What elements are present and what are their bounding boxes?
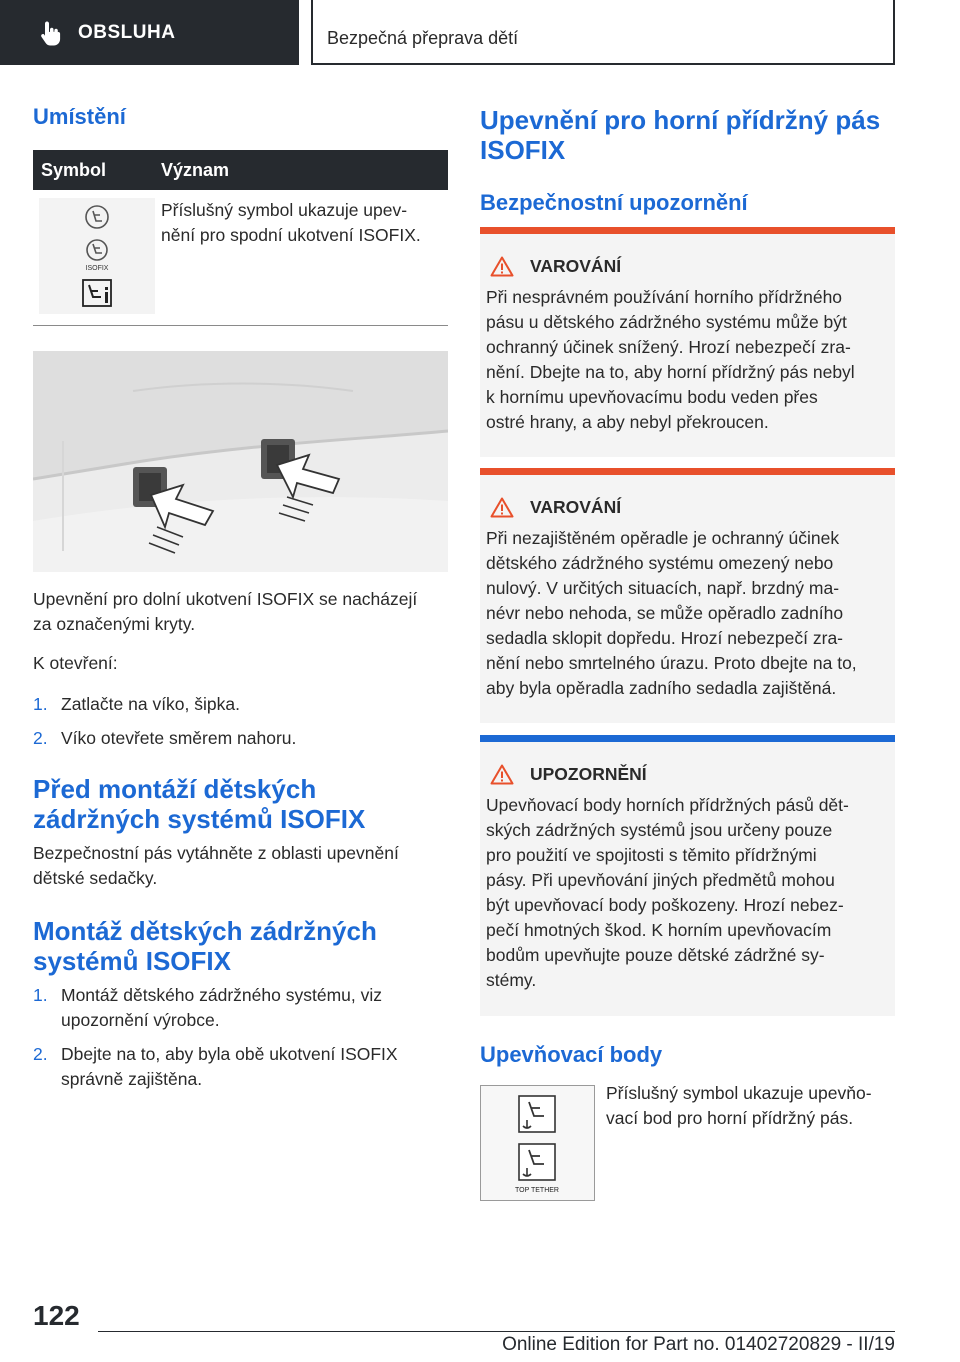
warning-title: VAROVÁNÍ [530, 497, 622, 517]
section-label: OBSLUHA [78, 21, 176, 43]
tether-anchor-icon [515, 1144, 559, 1194]
heading-safety: Bezpečnostní upozornění [480, 190, 748, 215]
symbol-table-header [33, 150, 448, 190]
isofix-seat-icon [86, 240, 109, 272]
table-divider [33, 325, 448, 326]
chapter-title: Bezpečná přeprava dětí [311, 0, 895, 65]
col-symbol: Symbol [41, 160, 107, 180]
heading-umisteni: Umístění [33, 104, 126, 129]
isofix-anchorage-photo [33, 351, 448, 572]
photo-caption: Upevnění pro dolní ukotvení ISOFIX se nacházejí za označenými kryty. [33, 589, 418, 634]
footer-divider [98, 1331, 895, 1332]
isofix-label: ISOFIX [85, 265, 109, 272]
isofix-info-icon [83, 280, 111, 306]
heading-before-mounting: Před montáží dětských zádržných systémů ISOFIX [33, 774, 366, 834]
footer-edition: Online Edition for Part no. 01402720829 - II/19 [502, 1334, 895, 1355]
open-intro: K otevření: [33, 653, 118, 673]
open-steps [33, 692, 448, 751]
hand-pointer-icon [40, 20, 62, 46]
tether-anchor-icon [519, 1096, 555, 1132]
warning-text: Při nezajištěném opěradle je ochranný účinek dětského zádržného systému omezený nebo nulový. V určitých situacích, např. brzdný ma- névr nebo nehoda, se může opěradlo zadního sedadla sklopit dopředu. Hrozí nebezpečí zra- nění nebo smrtelného úrazu. Proto dbejte na to, aby byla opěradla zadního sedadla zajištěná. [486, 528, 857, 698]
heading-mounting: Montáž dětských zádržných systémů ISOFIX [33, 916, 377, 976]
warning-box-2 [480, 468, 895, 723]
before-text: Bezpečnostní pás vytáhněte z oblasti upevnění dětské sedačky. [33, 843, 399, 888]
child-seat-icon [86, 206, 108, 228]
col-meaning: Význam [161, 160, 230, 180]
mount-steps [33, 983, 448, 1092]
top-tether-label: TOP TETHER [515, 1187, 559, 1194]
isofix-symbols [39, 198, 155, 314]
list-item: 2. Víko otevřete směrem nahoru. [33, 728, 297, 748]
warning-triangle-icon [490, 256, 514, 277]
symbol-meaning: Příslušný symbol ukazuje upev- nění pro spodní ukotvení ISOFIX. [161, 200, 421, 245]
warning-triangle-icon [490, 764, 514, 785]
list-item: 1. Zatlačte na víko, šipka. [33, 694, 240, 714]
heading-anchor-points: Upevňovací body [480, 1042, 663, 1067]
anchor-text: Příslušný symbol ukazuje upevňo- vací bod pro horní přídržný pás. [606, 1083, 872, 1128]
warning-triangle-icon [490, 497, 514, 518]
page-number: 122 [33, 1300, 80, 1331]
section-tab [0, 0, 299, 65]
notice-title: UPOZORNĚNÍ [530, 764, 647, 784]
top-tether-symbols [480, 1085, 595, 1201]
list-item: 2. Dbejte na to, aby byla obě ukotvení ISOFIX správně zajištěna. [33, 1044, 398, 1089]
notice-text: Upevňovací body horních přídržných pásů dět- ských zádržných systémů jsou určeny pouze pro použití ve spojitosti s těmito přídržnými pásy. Při upevňování jiných předmětů mohou být upevňovací body poškozeny. Hrozí nebez- pečí hmotných škod. K horním upevňovacím bodům upevňujte pouze dětské zádržné sy- stémy. [486, 795, 849, 990]
warning-box-1 [480, 227, 895, 457]
heading-top-tether: Upevnění pro horní přídržný pás ISOFIX [480, 105, 881, 165]
notice-box [480, 735, 895, 1016]
warning-title: VAROVÁNÍ [530, 256, 622, 276]
warning-text: Při nesprávném používání horního přídržného pásu u dětského zádržného systému může být ochranný účinek snížený. Hrozí nebezpečí zra- nění. Dbejte na to, aby horní přídržný pás nebyl k hornímu upevňovacímu bodu veden přes ostré hrany, a aby nebyl překroucen. [486, 287, 855, 432]
list-item: 1. Montáž dětského zádržného systému, viz upozornění výrobce. [33, 985, 382, 1030]
